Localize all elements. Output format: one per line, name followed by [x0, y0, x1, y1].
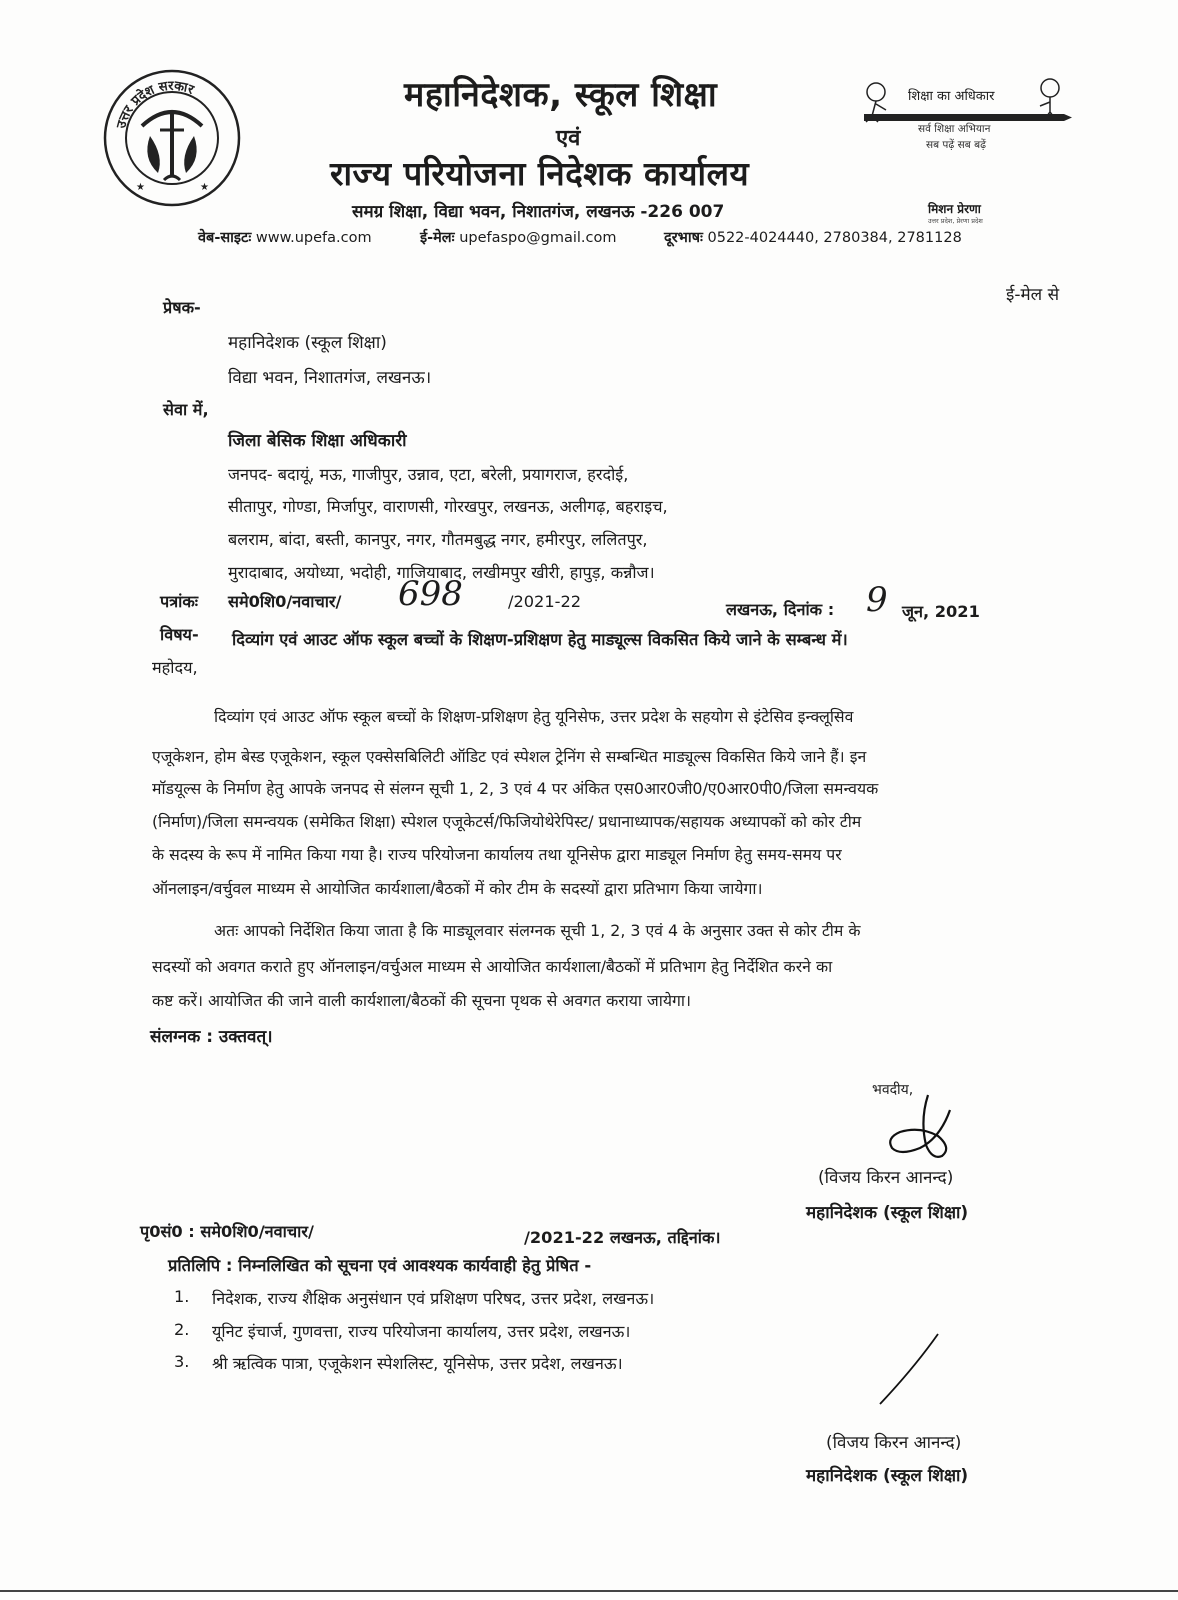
districts-line-1: जनपद- बदायूं, मऊ, गाजीपुर, उन्नाव, एटा, बरेली, प्रयागराज, हरदोई, [228, 465, 629, 484]
salutation: महोदय, [152, 658, 198, 677]
phone-number: 0522-4024440, 2780384, 2781128 [707, 230, 962, 246]
header-office-title: राज्य परियोजना निदेशक कार्यालय [330, 154, 750, 193]
email-row [420, 227, 616, 247]
paragraph-1-line-3: मॉडयूल्स के निर्माण हेतु आपके जनपद से संलग्न सूची 1, 2, 3 एवं 4 पर अंकित एस0आर0जी0/ए0आर0पी0/जिला समन्वयक [152, 779, 879, 798]
sender-label: प्रेषक- [163, 298, 201, 317]
paragraph-1-line-6: ऑनलाइन/वर्चुवल माध्यम से आयोजित कार्यशाला/बैठकों में कोर टीम के सदस्यों द्वारा प्रतिभाग किया जायेगा। [152, 879, 763, 898]
website-label: वेब-साइटः [198, 230, 252, 246]
rte-caption: शिक्षा का अधिकार [908, 89, 995, 104]
copy-item-3-number: 3. [174, 1352, 190, 1371]
paragraph-1-line-5: के सदस्य के रूप में नामित किया गया है। राज्य परियोजना कार्यालय तथा यूनिसेफ द्वारा माड्यूल निर्माण हेतु समय-समय पर [152, 845, 842, 864]
copy-reference-prefix: पृ0सं0 : समे0शि0/नवाचार/ [140, 1222, 314, 1241]
copy-signatory-title: महानिदेशक (स्कूल शिक्षा) [806, 1466, 969, 1486]
reference-year: /2021-22 [508, 592, 582, 611]
signature-2 [870, 1330, 950, 1410]
date-label: लखनऊ, दिनांक : [726, 600, 835, 619]
copy-heading: प्रतिलिपि : निम्नलिखित को सूचना एवं आवश्यक कार्यवाही हेतु प्रेषित - [168, 1256, 592, 1275]
districts-line-4: मुरादाबाद, अयोध्या, भदोही, गाजियाबाद, लखीमपुर खीरी, हापुड़, कन्नौज। [228, 563, 655, 582]
phone-row [664, 227, 962, 247]
website-row [198, 227, 372, 247]
paragraph-2-line-1: अतः आपको निर्देशित किया जाता है कि माड्यूलवार संलग्नक सूची 1, 2, 3 एवं 4 के अनुसार उक्त से कोर टीम के [214, 921, 861, 940]
website-link[interactable]: www.upefa.com [255, 230, 372, 246]
copy-item-1-number: 1. [174, 1287, 190, 1306]
closing: भवदीय, [872, 1082, 914, 1098]
copy-signatory-name: (विजय किरन आनन्द) [826, 1433, 962, 1453]
svg-text:★: ★ [136, 182, 145, 193]
bottom-scan-edge [0, 1590, 1178, 1592]
paragraph-2-line-2: सदस्यों को अवगत कराते हुए ऑनलाइन/वर्चुअल माध्यम से आयोजित कार्यशाला/बैठकों में प्रतिभाग हेतु निर्देशित करने का [152, 957, 833, 976]
signature-1 [880, 1090, 970, 1170]
email-label: ई-मेलः [420, 230, 455, 246]
paragraph-2-line-3: कष्ट करें। आयोजित की जाने वाली कार्यशाला/बैठकों की सूचना पृथक से अवगत कराया जायेगा। [152, 991, 691, 1010]
email-link[interactable]: upefaspo@gmail.com [459, 230, 617, 246]
header-conjunction: एवं [556, 126, 581, 151]
date-day-handwritten: 9 [866, 580, 888, 620]
mission-prerna-sub: उत्तर प्रदेश, प्रेरणा प्रदेश [928, 217, 983, 225]
recipient: जिला बेसिक शिक्षा अधिकारी [228, 431, 407, 451]
ssa-slogan: सब पढ़ें सब बढ़ें [926, 139, 986, 151]
ssa-caption: सर्व शिक्षा अभियान [918, 123, 991, 135]
enclosure: संलग्नक : उक्तवत्। [150, 1027, 273, 1047]
svg-text:उत्तर प्रदेश सरकार: उत्तर प्रदेश सरकार [114, 78, 196, 131]
subject-label: विषय- [160, 625, 199, 644]
reference-prefix: समे0शि0/नवाचार/ [228, 592, 342, 611]
copy-item-2: यूनिट इंचार्ज, गुणवत्ता, राज्य परियोजना कार्यालय, उत्तर प्रदेश, लखनऊ। [212, 1322, 631, 1341]
mission-prerna-logo: मिशन प्रेरणा [928, 202, 981, 216]
svg-text:★: ★ [200, 182, 209, 193]
subject-text: दिव्यांग एवं आउट ऑफ स्कूल बच्चों के शिक्षण-प्रशिक्षण हेतु माड्यूल्स विकसित किये जाने के सम्बन्ध में। [232, 630, 848, 649]
copy-item-1: निदेशक, राज्य शैक्षिक अनुसंधान एवं प्रशिक्षण परिषद, उत्तर प्रदेश, लखनऊ। [212, 1289, 655, 1308]
sender-address: विद्या भवन, निशातगंज, लखनऊ। [228, 368, 432, 388]
paragraph-1-line-4: (निर्माण)/जिला समन्वयक (समेकित शिक्षा) स्पेशल एजूकेटर्स/फिजियोथेरेपिस्ट/ प्रधानाध्यापक/सहायक अध्यापकों को कोर टीम [152, 812, 862, 831]
paragraph-1-line-2: एजूकेशन, होम बेस्ड एजूकेशन, स्कूल एक्सेसबिलिटी ऑडिट एवं स्पेशल ट्रेनिंग से सम्बन्धित माड्यूल्स विकसित किये जाने हैं। इन [152, 747, 867, 766]
copy-item-2-number: 2. [174, 1320, 190, 1339]
reference-label: पत्रांकः [160, 592, 199, 611]
date-month-year: जून, 2021 [902, 602, 980, 621]
header-title: महानिदेशक, स्कूल शिक्षा [404, 75, 718, 115]
districts-line-2: सीतापुर, गोण्डा, मिर्जापुर, वाराणसी, गोरखपुर, लखनऊ, अलीगढ़, बहराइच, [228, 497, 668, 516]
signatory-title: महानिदेशक (स्कूल शिक्षा) [806, 1203, 969, 1223]
header-address: समग्र शिक्षा, विद्या भवन, निशातगंज, लखनऊ -226 007 [352, 202, 725, 222]
sender-name: महानिदेशक (स्कूल शिक्षा) [228, 333, 387, 353]
districts-line-3: बलराम, बांदा, बस्ती, कानपुर, नगर, गौतमबुद्ध नगर, हमीरपुर, ललितपुर, [228, 530, 648, 549]
reference-number-handwritten: 698 [398, 574, 463, 614]
copy-item-3: श्री ऋत्विक पात्रा, एजूकेशन स्पेशलिस्ट, यूनिसेफ, उत्तर प्रदेश, लखनऊ। [212, 1354, 623, 1373]
paragraph-1-line-1: दिव्यांग एवं आउट ऑफ स्कूल बच्चों के शिक्षण-प्रशिक्षण हेतु यूनिसेफ, उत्तर प्रदेश के सहयोग से इंटेसिव इन्क्लूसिव [214, 707, 854, 726]
signatory-name: (विजय किरन आनन्द) [818, 1168, 954, 1188]
phone-label: दूरभाषः [664, 230, 703, 246]
to-label: सेवा में, [163, 400, 209, 419]
delivery-mode: ई-मेल से [1006, 285, 1060, 305]
state-emblem-logo [102, 68, 242, 208]
copy-reference-suffix: /2021-22 लखनऊ, तद्दिनांक। [524, 1228, 721, 1247]
